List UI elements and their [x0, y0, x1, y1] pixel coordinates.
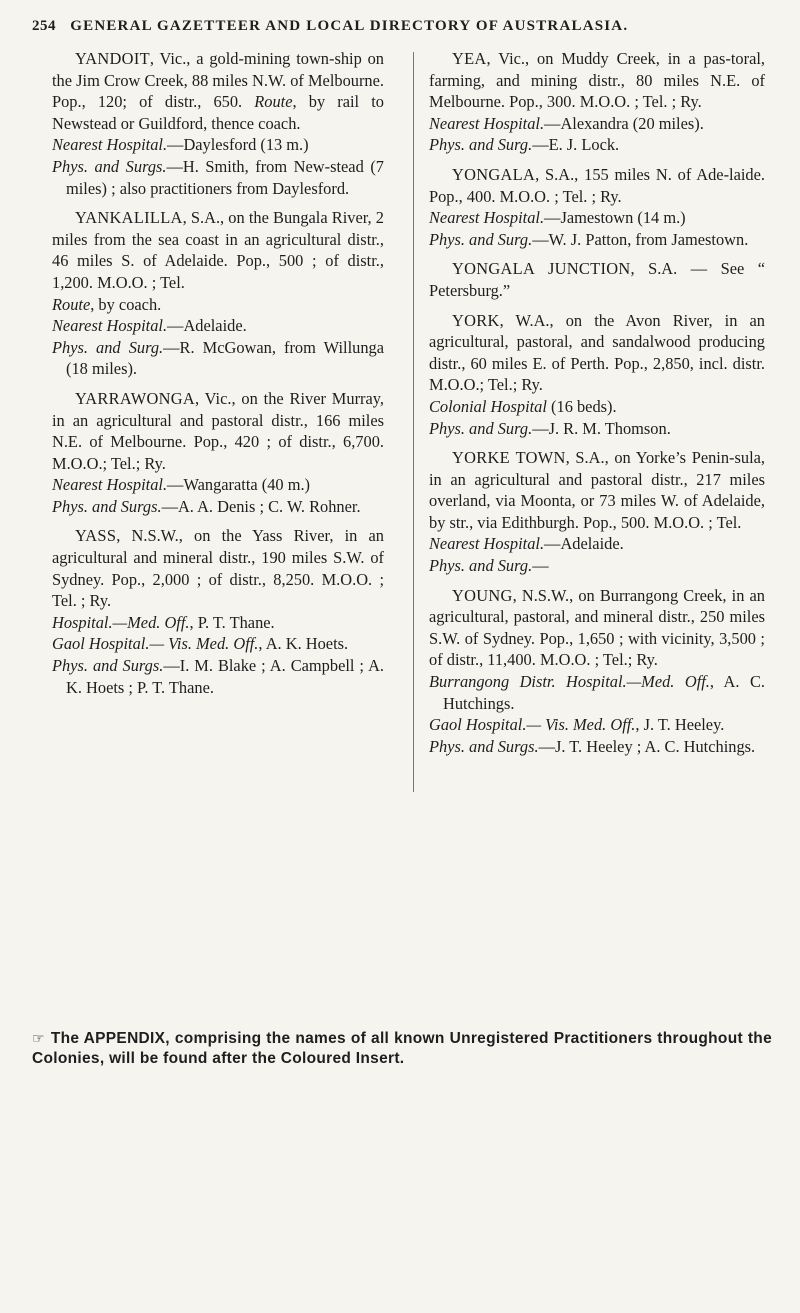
entry-name: YANKALILLA: [74, 208, 183, 228]
entry-body: , Vic., on the River Murray, in an agricultural and pastoral distr., 166 miles N.E. of Melbourne. Pop., 420 ; of distr., 6,700. M.O.O.; Tel.; Ry.: [52, 388, 384, 473]
entry-label: Gaol Hospital.— Vis. Med. Off.: [52, 634, 259, 654]
entry-label: Nearest Hospital.: [429, 534, 545, 554]
entry-line: [429, 533, 765, 555]
entry-body: , N.S.W., on the Yass River, in an agricultural and mineral distr., 190 miles S.W. of Sydney. Pop., 2,000 ; of distr., 8,250. M.O.O. ; Tel. ; Ry.: [52, 526, 384, 611]
entry-label: Phys. and Surgs.: [52, 156, 167, 176]
entry-line: [52, 496, 384, 518]
entry-text: —W. J. Patton, from Jamestown.: [532, 229, 749, 249]
gazetteer-entry: [52, 207, 384, 380]
entry-label: Burrangong Distr. Hospital.—Med. Off.: [429, 672, 710, 692]
entry-line: [52, 315, 384, 337]
entry-text: , J. T. Heeley.: [635, 715, 725, 735]
entry-text: —J. R. M. Thomson.: [532, 418, 671, 438]
entry-line: [52, 474, 384, 496]
entry-line: [429, 555, 765, 577]
entry-text: —H. Smith, from New-stead (7 miles) ; also practitioners from Daylesford.: [66, 156, 384, 198]
entry-label: Phys. and Surgs.: [52, 656, 164, 676]
entry-label: Phys. and Surg.: [429, 556, 533, 576]
entry-label: Hospital.—Med. Off.: [52, 612, 190, 632]
entry-text: —J. T. Heeley ; A. C. Hutchings.: [538, 736, 756, 756]
entry-text: —Wangaratta (40 m.): [167, 475, 310, 495]
gazetteer-entry: [429, 48, 765, 156]
entry-text: —I. M. Blake ; A. Campbell ; A. K. Hoets ; P. T. Thane.: [66, 656, 384, 697]
entry-label: Phys. and Surg.: [52, 337, 164, 357]
entry-text: , A. C. Hutchings.: [443, 672, 765, 713]
column-divider: [413, 52, 414, 792]
entry-name: YARRAWONGA: [74, 388, 196, 408]
entry-body: , S.A., on Yorke’s Penin-sula, in an agricultural and pastoral distr., 217 miles overland, via Moonta, or 73 miles W. of Adelaide, by str., via Edithburgh. Pop., 500. M.O.O. ; Tel.: [429, 448, 766, 532]
entry-label: Route: [52, 294, 91, 314]
entry-text: —Alexandra (20 miles).: [544, 113, 704, 133]
entry-text: , P. T. Thane.: [189, 612, 275, 632]
running-head: GENERAL GAZETTEER AND LOCAL DIRECTORY OF AUSTRALASIA.: [70, 18, 629, 34]
entry-text: —: [532, 556, 549, 576]
entry-label: Phys. and Surg.: [429, 418, 533, 438]
entry-line: [52, 633, 384, 655]
gazetteer-entry: [429, 164, 765, 250]
entry-text: —Daylesford (13 m.): [167, 135, 309, 155]
entry-line: [52, 134, 384, 156]
entry-label: Phys. and Surgs.: [429, 736, 539, 756]
entry-line: [429, 418, 765, 440]
entry-label: Nearest Hospital.: [429, 113, 545, 133]
entry-body: , S.A. — See “ Petersburg.”: [429, 259, 766, 300]
entry-name: YANDOIT: [74, 49, 150, 68]
entry-label: Colonial Hospital: [429, 396, 547, 416]
entry-label: Nearest Hospital.: [52, 316, 168, 336]
entry-line: [52, 655, 384, 698]
entry-text: —Adelaide.: [544, 534, 624, 554]
entry-line: [52, 612, 384, 634]
entry-line: [429, 736, 765, 758]
entry-label: Nearest Hospital.: [52, 135, 168, 155]
entry-line: [429, 207, 765, 229]
entry-body: , W.A., on the Avon River, in an agricultural, pastoral, and sandalwood producing distr., 60 miles E. of Perth. Pop., 2,850, incl. distr. M.O.O.; Tel.; Ry.: [429, 310, 765, 395]
page-number: 254: [32, 18, 56, 34]
gazetteer-entry: [52, 525, 384, 698]
entry-text: —Adelaide.: [167, 316, 247, 336]
entry-line: [52, 337, 384, 380]
entry-label: Nearest Hospital.: [52, 475, 168, 495]
entry-name: YORK: [451, 310, 500, 330]
gazetteer-entry: [429, 258, 765, 301]
entry-text: , by coach.: [90, 294, 162, 314]
entry-line: [429, 396, 765, 418]
entry-name: YEA: [451, 49, 487, 68]
gazetteer-entry: [429, 447, 765, 577]
gazetteer-entry: [52, 388, 384, 518]
entry-text: —Jamestown (14 m.): [544, 208, 686, 228]
entry-line: [429, 229, 765, 251]
entry-line: [52, 294, 384, 316]
entry-line: [429, 113, 765, 135]
appendix-note: [32, 1028, 772, 1069]
entry-line: [429, 134, 765, 156]
entry-label: Phys. and Surg.: [429, 135, 533, 155]
entry-name: YONGALA: [451, 164, 536, 184]
left-column: [52, 48, 384, 706]
page-header: [32, 18, 762, 35]
entry-body: , S.A., 155 miles N. of Ade-laide. Pop., 400. M.O.O. ; Tel. ; Ry.: [429, 164, 765, 206]
entry-text: —R. McGowan, from Willunga (18 miles).: [66, 337, 384, 379]
entry-name: YASS: [74, 526, 117, 546]
right-column: [429, 48, 765, 765]
entry-name: YORKE TOWN: [451, 448, 566, 468]
entry-line: [429, 671, 765, 714]
entry-line: [429, 714, 765, 736]
pointing-hand-icon: ☞: [32, 1030, 45, 1046]
entry-text: , A. K. Hoets.: [258, 634, 349, 654]
entry-text: , by rail to Newstead or Guildford, thence coach.: [52, 92, 384, 133]
entry-text: (16 beds).: [546, 396, 617, 416]
entry-name: YOUNG: [451, 585, 513, 605]
gazetteer-entry: [429, 310, 765, 440]
entry-text: —E. J. Lock.: [532, 135, 620, 155]
entry-body: , N.S.W., on Burrangong Creek, in an agricultural, pastoral, and mineral distr., 250 miles S.W. of Sydney. Pop., 1,650 ; with vicinity, 3,500 ; of distr., 11,400. M.O.O. ; Tel.; Ry.: [429, 585, 765, 670]
entry-label: Phys. and Surg.: [429, 229, 533, 249]
appendix-note-text: The APPENDIX, comprising the names of all known Unregistered Practitioners throughout the Colonies, will be found after the Coloured Insert.: [32, 1030, 772, 1067]
entry-name: YONGALA JUNCTION: [451, 259, 631, 279]
entry-line: [52, 156, 384, 199]
entry-label: Route: [254, 92, 293, 112]
entry-label: Nearest Hospital.: [429, 208, 545, 228]
gazetteer-entry: [429, 585, 765, 758]
entry-label: Phys. and Surgs.: [52, 496, 162, 516]
entry-body: , S.A., on the Bungala River, 2 miles from the sea coast in an agricultural distr., 46 miles S. of Adelaide. Pop., 500 ; of distr., 1,200. M.O.O. ; Tel.: [52, 208, 384, 292]
gazetteer-entry: [52, 48, 384, 199]
entry-body: , Vic., on Muddy Creek, in a pas-toral, farming, and mining distr., 80 miles N.E. of Melbourne. Pop., 300. M.O.O. ; Tel. ; Ry.: [429, 49, 765, 112]
entry-body: , Vic., a gold-mining town-ship on the Jim Crow Creek, 88 miles N.W. of Melbourne. Pop., 120; of distr., 650.: [52, 49, 384, 112]
entry-label: Gaol Hospital.— Vis. Med. Off.: [429, 715, 636, 735]
entry-text: —A. A. Denis ; C. W. Rohner.: [161, 496, 361, 516]
